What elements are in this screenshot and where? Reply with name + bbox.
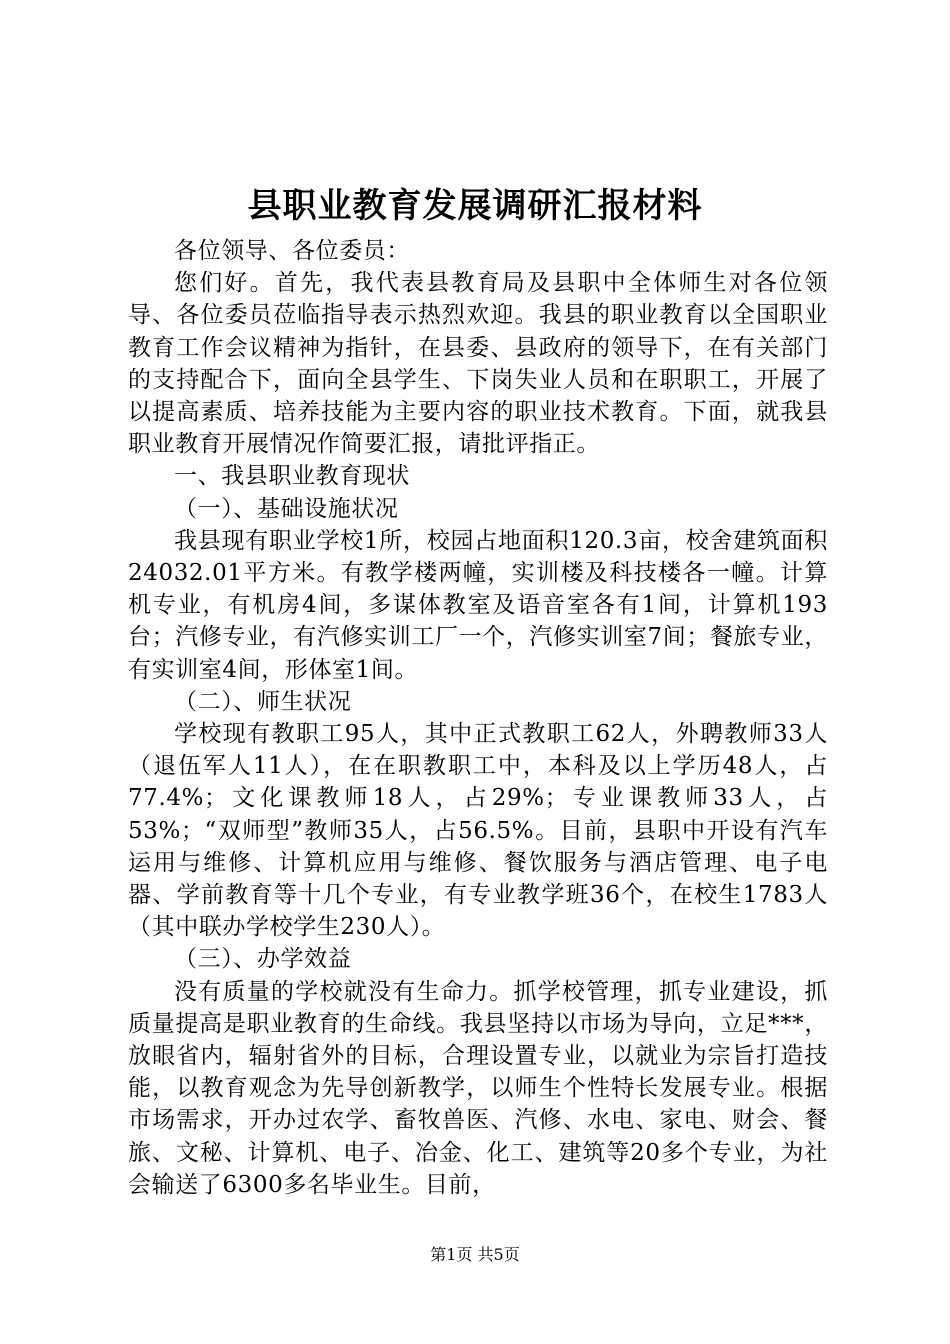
document-title: 县职业教育发展调研汇报材料 [247,186,703,226]
staff-students-paragraph: 学校现有教职工95人，其中正式教职工62人，外聘教师33人（退伍军人11人），在在职教职工中，本科及以上学历48人，占77.4%；文化课教师18人，占29%；专业课教师33人，占53%；“双师型”教师35人，占56.5%。目前，县职中开设有汽车运用与维修、计算机应用与维修、餐饮服务与酒店管理、电子电器、学前教育等十几个专业，有专业教学班36个，在校生1783人（其中联办学校学生230人）。 [128,721,828,941]
page-number-footer: 第1页 共5页 [430,1245,520,1264]
salutation-paragraph: 各位领导、各位委员： [174,238,410,264]
infrastructure-paragraph: 我县现有职业学校1所，校园占地面积120.3亩，校舍建筑面积24032.01平方米。有教学楼两幢，实训楼及科技楼各一幢。计算机专业，有机房4间，多谋体教室及语音室各有1间，计算机193台；汽修专业，有汽修实训工厂一个，汽修实训室7间；餐旅专业，有实训室4间，形体室1间。 [128,527,828,683]
subsection-heading-benefits: （三）、办学效益 [174,946,352,973]
document-body [128,235,828,1201]
subsection-heading-staff-students: （二）、师生状况 [174,688,352,715]
section-heading: 一、我县职业教育现状 [174,463,410,490]
benefits-paragraph: 没有质量的学校就没有生命力。抓学校管理，抓专业建设，抓质量提高是职业教育的生命线。我县坚持以市场为导向，立足***，放眼省内，辐射省外的目标，合理设置专业，以就业为宗旨打造技能，以教育观念为先导创新教学，以师生个性特长发展专业。根据市场需求，开办过农学、畜牧兽医、汽修、水电、家电、财会、餐旅、文秘、计算机、电子、冶金、化工、建筑等20多个专业，为社会输送了6300多名毕业生。目前， [128,978,828,1198]
intro-paragraph: 您们好。首先，我代表县教育局及县职中全体师生对各位领导、各位委员莅临指导表示热烈欢迎。我县的职业教育以全国职业教育工作会议精神为指针，在县委、县政府的领导下，在有关部门的支持配合下，面向全县学生、下岗失业人员和在职职工，开展了以提高素质、培养技能为主要内容的职业技术教育。下面，就我县职业教育开展情况作简要汇报，请批评指正。 [128,270,828,458]
subsection-heading-infrastructure: （一）、基础设施状况 [174,495,399,522]
